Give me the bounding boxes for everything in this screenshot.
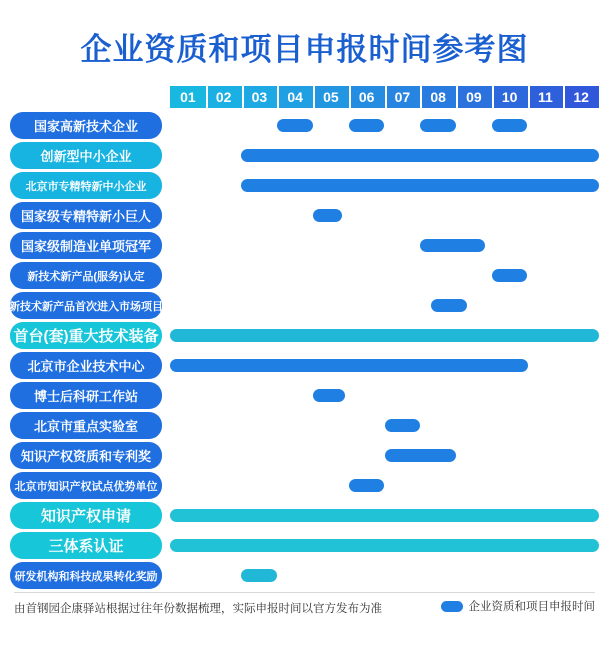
row-label: 国家级制造业单项冠军 [10, 232, 162, 259]
row-track [170, 352, 599, 379]
row-track [170, 232, 599, 259]
row-bar [170, 539, 599, 552]
row-label: 北京市企业技术中心 [10, 352, 162, 379]
row-bar [170, 509, 599, 522]
footer-divider [14, 592, 595, 593]
chart-row [10, 112, 599, 139]
row-bar [241, 569, 277, 582]
legend-label: 企业资质和项目申报时间 [468, 601, 595, 613]
row-label: 博士后科研工作站 [10, 382, 162, 409]
row-bar [492, 119, 528, 132]
row-track [170, 172, 599, 199]
chart-row [10, 262, 599, 289]
row-bar [492, 269, 528, 282]
row-track [170, 292, 599, 319]
row-label: 北京市重点实验室 [10, 412, 162, 439]
row-track [170, 532, 599, 559]
row-bar [385, 419, 421, 432]
row-bar [349, 479, 385, 492]
chart-row [10, 412, 599, 439]
row-track [170, 142, 599, 169]
chart-row [10, 502, 599, 529]
chart-row [10, 202, 599, 229]
row-bar [241, 179, 599, 192]
row-label: 国家高新技术企业 [10, 112, 162, 139]
row-label: 知识产权资质和专利奖 [10, 442, 162, 469]
row-bar [420, 119, 456, 132]
row-bar [385, 449, 456, 462]
page-title: 企业资质和项目申报时间参考图 [80, 32, 529, 67]
footnote: 由首钢园企康驿站根据过往年份数据梳理，实际申报时间以官方发布为准 [14, 603, 382, 615]
row-track [170, 442, 599, 469]
chart-row [10, 442, 599, 469]
chart-row [10, 232, 599, 259]
month-header-12: 12 [563, 86, 599, 108]
row-label: 创新型中小企业 [10, 142, 162, 169]
chart-rows [10, 112, 599, 592]
row-label: 三体系认证 [10, 532, 162, 559]
legend-swatch-icon [441, 601, 463, 612]
row-track [170, 382, 599, 409]
chart-row [10, 352, 599, 379]
row-label: 首台(套)重大技术装备 [10, 322, 162, 349]
month-header-08: 08 [420, 86, 456, 108]
row-bar [313, 209, 342, 222]
row-track [170, 562, 599, 589]
month-header-07: 07 [385, 86, 421, 108]
chart-row [10, 562, 599, 589]
legend [441, 598, 596, 614]
month-header-row [170, 86, 599, 108]
month-header-02: 02 [206, 86, 242, 108]
row-bar [170, 359, 528, 372]
row-label: 知识产权申请 [10, 502, 162, 529]
row-track [170, 322, 599, 349]
chart-row [10, 322, 599, 349]
row-bar [170, 329, 599, 342]
row-bar [431, 299, 467, 312]
month-header-03: 03 [242, 86, 278, 108]
month-header-01: 01 [170, 86, 206, 108]
month-header-05: 05 [313, 86, 349, 108]
row-bar [313, 389, 345, 402]
row-track [170, 472, 599, 499]
gantt-chart [10, 86, 599, 586]
month-header-06: 06 [349, 86, 385, 108]
chart-row [10, 472, 599, 499]
row-track [170, 502, 599, 529]
row-track [170, 202, 599, 229]
row-track [170, 412, 599, 439]
row-label: 新技术新产品首次进入市场项目 [10, 292, 162, 319]
month-header-09: 09 [456, 86, 492, 108]
row-label: 北京市知识产权试点优势单位 [10, 472, 162, 499]
row-track [170, 262, 599, 289]
month-header-04: 04 [277, 86, 313, 108]
row-track [170, 112, 599, 139]
chart-row [10, 142, 599, 169]
row-bar [241, 149, 599, 162]
chart-row [10, 172, 599, 199]
row-label: 研发机构和科技成果转化奖励 [10, 562, 162, 589]
month-header-11: 11 [528, 86, 564, 108]
row-bar [420, 239, 484, 252]
chart-row [10, 382, 599, 409]
row-bar [277, 119, 313, 132]
chart-row [10, 292, 599, 319]
row-bar [349, 119, 385, 132]
row-label: 新技术新产品(服务)认定 [10, 262, 162, 289]
month-header-10: 10 [492, 86, 528, 108]
row-label: 国家级专精特新小巨人 [10, 202, 162, 229]
row-label: 北京市专精特新中小企业 [10, 172, 162, 199]
chart-row [10, 532, 599, 559]
